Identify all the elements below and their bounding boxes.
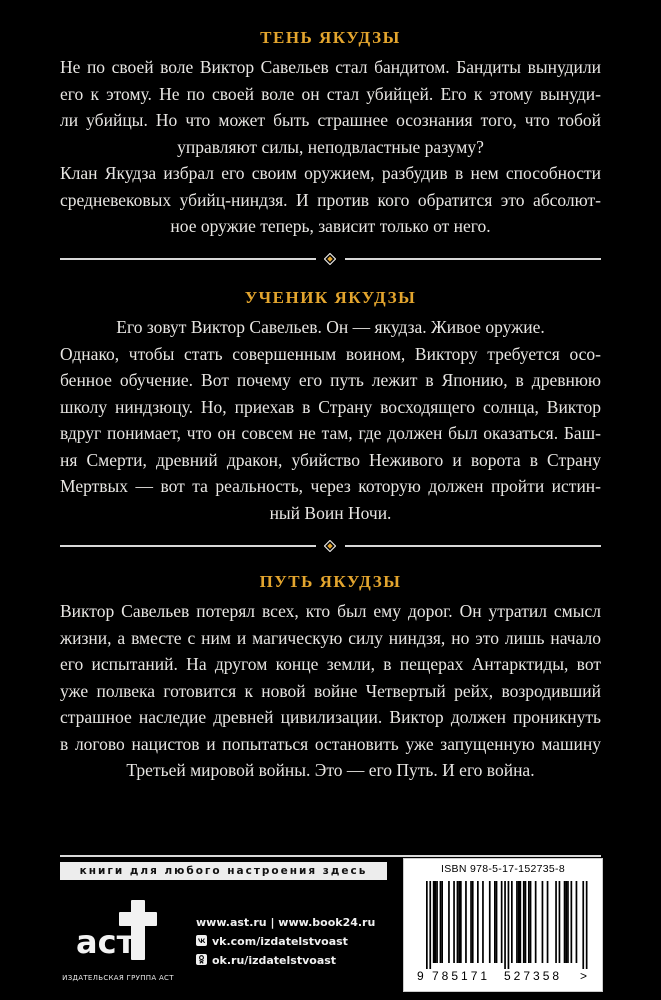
isbn-text: ISBN 978-5-17-152735-8 — [441, 863, 565, 875]
barcode-bar — [501, 881, 503, 963]
text-line: его испытаний. На другом конце земли, в пещерах Антарктиды, вот — [60, 654, 601, 674]
text-line: управляют силы, неподвластные разуму? — [177, 136, 484, 157]
barcode-bar — [586, 881, 588, 969]
text-line: бенное обучение. Вот почему его путь лежит в Японию, в древнюю — [60, 370, 601, 390]
isbn-barcode-box — [403, 858, 603, 992]
barcode-bar — [482, 881, 484, 963]
logo-wordmark: аст — [76, 923, 136, 961]
text-line: школу ниндзюцу. Но, приехав в Страну восходящего солнца, Виктор — [60, 396, 601, 417]
tagline-bar: книги для любого настроения здесь — [60, 862, 387, 880]
section-title: УЧЕНИК ЯКУДЗЫ — [244, 288, 417, 307]
barcode-bar — [555, 881, 557, 963]
barcode-bar — [504, 881, 506, 969]
text-line: ня Смерти, древний дракон, убийство Неживого и ворота в Страну — [60, 449, 601, 470]
text-line: ное оружие теперь, зависит только от него. — [170, 216, 491, 236]
barcode — [414, 879, 592, 983]
ok-icon — [196, 954, 207, 965]
section-title: ТЕНЬ ЯКУДЗЫ — [260, 28, 401, 47]
barcode-bar — [582, 881, 584, 969]
barcode-bar — [559, 881, 561, 963]
text-line: ный Воин Ночи. — [269, 502, 392, 523]
barcode-bar — [576, 881, 578, 963]
barcode-bar — [448, 881, 450, 963]
vk-icon — [196, 935, 207, 946]
barcode-bars — [426, 881, 588, 969]
ok-link[interactable] — [196, 951, 375, 970]
barcode-bar — [496, 881, 498, 963]
divider-rule — [345, 545, 601, 547]
barcode-bar — [518, 881, 520, 963]
barcode-digit-first: 9 — [417, 969, 424, 983]
barcode-bar — [433, 881, 435, 963]
text-line: Мертвых — вот та реальность, через которую должен пройти истин- — [60, 476, 601, 496]
barcode-bar — [477, 881, 479, 963]
ornament-divider — [60, 253, 601, 265]
barcode-bar — [511, 881, 513, 963]
diamond-icon — [324, 253, 336, 265]
section-student — [60, 286, 601, 526]
barcode-mark: > — [580, 969, 588, 983]
barcode-bar — [564, 881, 566, 963]
text-line: Виктор Савельев потерял всех, кто был ему дорог. Он утратил смысл — [60, 601, 601, 621]
barcode-bar — [440, 881, 442, 963]
barcode-bar — [542, 881, 544, 963]
section-path — [60, 570, 601, 784]
barcode-digits-right: 527358 — [504, 969, 563, 983]
barcode-bar — [470, 881, 472, 963]
websites-link[interactable]: www.ast.ru | www.book24.ru — [196, 916, 376, 929]
barcode-bar — [547, 881, 549, 963]
divider-rule — [345, 258, 601, 260]
divider-rule — [60, 258, 316, 260]
text-line: Его зовут Виктор Савельев. Он — якудза. Живое оружие. — [116, 317, 545, 337]
divider-rule — [60, 545, 316, 547]
footer-rule — [60, 855, 601, 857]
text-line: средневековых убийц-ниндзя. И против кого обратится это абсолют- — [60, 189, 601, 210]
barcode-bar — [535, 881, 537, 963]
barcode-bar — [489, 881, 491, 963]
barcode-bar — [520, 881, 522, 963]
vk-link-label: vk.com/izdatelstvoast — [212, 935, 348, 948]
barcode-bar — [441, 881, 443, 963]
ornament-divider — [60, 540, 601, 552]
text-line: Третьей мировой войны. Это — его Путь. И его война. — [126, 760, 535, 780]
section-shadow — [60, 26, 601, 240]
ast-logo — [70, 897, 174, 977]
barcode-bar — [453, 881, 455, 963]
section-title: ПУТЬ ЯКУДЗЫ — [259, 572, 402, 591]
text-line: в логово нацистов и попытаться остановить уже запущенную машину — [60, 733, 601, 754]
text-line: Однако, чтобы стать совершенным воином, Виктору требуется осо- — [60, 343, 601, 364]
diamond-icon — [324, 540, 336, 552]
text-line: жизни, а вместе с ним и магическую силу ниндзя, но это лишь начало — [60, 627, 601, 648]
contact-links — [196, 913, 375, 970]
barcode-bar — [565, 881, 567, 963]
barcode-bar — [436, 881, 438, 963]
barcode-bar — [508, 881, 510, 969]
ok-link-label: ok.ru/izdatelstvoast — [212, 954, 337, 967]
vk-link[interactable] — [196, 932, 375, 951]
barcode-bar — [494, 881, 496, 963]
barcode-bar — [457, 881, 459, 963]
barcode-digits-left: 785171 — [432, 969, 491, 983]
text-line: Клан Якудза избрал его своим оружием, разбудив в нем способности — [60, 163, 601, 183]
barcode-bar — [523, 881, 525, 963]
text-line: ли убийцы. Но что может быть страшнее осознания того, что тобой — [60, 110, 601, 130]
barcode-bar — [528, 881, 530, 963]
barcode-bar — [525, 881, 527, 963]
text-line: Не по своей воле Виктор Савельев стал бандитом. Бандиты вынудили — [60, 57, 601, 77]
barcode-bar — [472, 881, 474, 963]
barcode-bar — [516, 881, 518, 963]
barcode-bar — [460, 881, 462, 963]
barcode-bar — [530, 881, 532, 963]
text-line: его к этому. Не по своей воле он стал убийцей. Его к этому вынуди- — [60, 83, 601, 104]
barcode-bar — [567, 881, 569, 963]
barcode-bar — [465, 881, 467, 963]
text-line: уже полвека готовится к новой войне Четвертый рейх, возродивший — [60, 680, 601, 701]
barcode-bar — [458, 881, 460, 963]
publisher-caption: ИЗДАТЕЛЬСКАЯ ГРУППА АСТ — [62, 974, 174, 982]
text-line: вдруг понимает, что он совсем не там, где должен был оказаться. Баш- — [60, 423, 601, 443]
barcode-bar — [571, 881, 573, 963]
barcode-bar — [426, 881, 428, 969]
barcode-bar — [429, 881, 431, 969]
barcode-bar — [435, 881, 437, 963]
text-line: страшное наследие древней цивилизации. Виктор должен проникнуть — [60, 707, 601, 727]
